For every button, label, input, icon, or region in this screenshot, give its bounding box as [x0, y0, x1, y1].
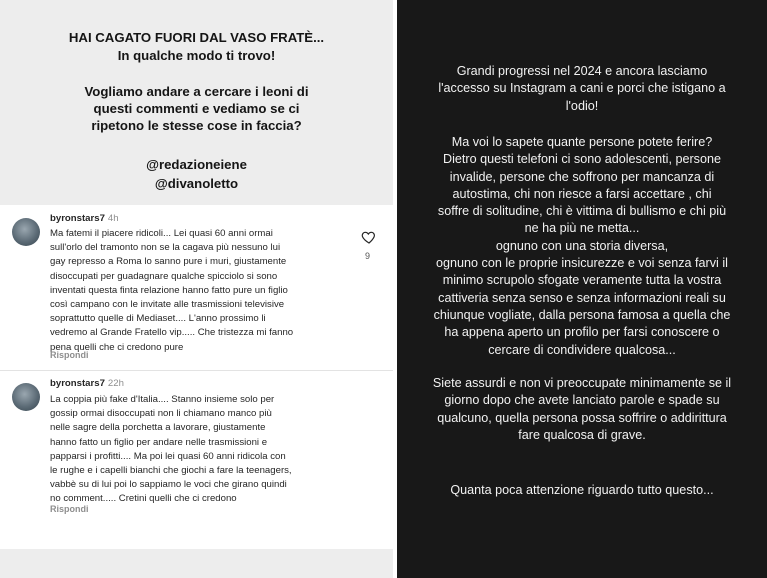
comment-line: nelle sagre della porchetta a lavorare, giustamente: [50, 422, 266, 434]
comment-line: disoccupati per guadagnare qualche spicciolo si sono: [50, 270, 278, 282]
comment-line: così campano con le invitate alle trasmissioni televisive: [50, 299, 285, 311]
avatar[interactable]: [12, 218, 40, 246]
story-paragraph-line: Vogliamo andare a cercare i leoni di: [84, 84, 309, 99]
avatar[interactable]: [12, 383, 40, 411]
story-line: qualcuno, quella persona possa soffrire o addirittura: [437, 410, 727, 425]
comment-line: La coppia più fake d'Italia.... Stanno insieme solo per: [50, 394, 275, 405]
comment-line: inventati questa finta relazione hanno fatto pure un figlio: [50, 284, 288, 296]
comment-header: [50, 213, 119, 224]
story-line: Ma voi lo sapete quante persone potete ferire?: [451, 135, 713, 149]
story-line: Grandi progressi nel 2024 e ancora lasciamo: [456, 64, 708, 78]
comment-line: vabbè su di lui poi lo sappiamo le voci che girano quindi: [50, 479, 287, 491]
like-count: 9: [365, 251, 371, 261]
story-line: minimo scrupolo sfogate veramente tutta la vostra: [442, 273, 722, 288]
story-line: giorno dopo che avete lanciato parole e spade su: [444, 393, 720, 408]
heart-icon[interactable]: [361, 229, 377, 245]
story-headline-text: HAI CAGATO FUORI DAL VASO FRATÈ...: [68, 30, 325, 45]
story-paragraph-line: ripetono le stesse cose in faccia?: [91, 118, 302, 134]
comment-line: no comment..... Cretini quelli che ci credono: [50, 493, 237, 505]
comment-line: vedremo al Grande Fratello vip..... Che tristezza mi fanno: [50, 327, 294, 339]
story-line: Siete assurdi e non vi preoccupate minimamente se il: [432, 376, 732, 390]
story-line: ne ha più ne metta...: [524, 221, 640, 236]
story-line: soffre di solitudine, chi è vittima di bullismo e chi più: [437, 204, 727, 219]
story-paragraph: [397, 482, 767, 499]
story-line: l'accesso su Instagram a cani e porci che istigano a: [438, 81, 726, 96]
comment-line: papparsi i profitti.... Ma poi lei quasi 60 anni ridicola con: [50, 450, 286, 462]
comment-line: hanno fatto un figlio per andare nelle trasmissioni e: [50, 436, 268, 448]
story-subtitle-text: In qualche modo ti trovo!: [117, 48, 276, 63]
story-subtitle: [0, 47, 393, 64]
story-paragraph: [397, 375, 767, 444]
story-line: invalide, persone che soffrono per mancanza di: [449, 169, 715, 184]
comment-line: pena quelli che ci credono pure: [50, 341, 184, 353]
story-line: fare qualcosa di grave.: [518, 427, 646, 442]
comment-username[interactable]: byronstars7: [50, 378, 105, 389]
story-line: ha appena aperto un profilo per farsi conoscere o: [444, 325, 720, 340]
comment-body: [50, 227, 350, 355]
comment-line: gay represso a Roma lo sanno pure i muri, giustamente: [50, 256, 287, 268]
story-paragraph: [0, 83, 393, 135]
story-line: ognuno con le proprie insicurezze e voi senza farvi il: [436, 256, 728, 271]
comment-time: 4h: [107, 213, 119, 224]
story-headline: [0, 29, 393, 46]
comment-line: Ma fatemi il piacere ridicoli... Lei quasi 60 anni ormai: [50, 228, 273, 239]
mention-divanoletto[interactable]: [0, 175, 393, 192]
comment-line: soprattutto quelle di Mediaset.... L'anno prossimo li: [50, 313, 266, 325]
story-line: chiunque vogliate, dalla persona famosa a quella che: [433, 307, 731, 322]
comment-card: [0, 370, 393, 549]
comment-line: gossip ormai disoccupati non li chiamano manco più: [50, 408, 272, 420]
mention-text[interactable]: @divanoletto: [154, 176, 239, 191]
mention-text[interactable]: @redazioneiene: [146, 157, 247, 172]
story-paragraph-line: questi commenti e vediamo se ci: [93, 101, 300, 117]
comment-time: 22h: [107, 378, 124, 389]
comment-line: sull'orlo del tramonto non se la cagava più nessuno lui: [50, 242, 281, 254]
story-line: Dietro questi telefoni ci sono adolescenti, persone: [443, 152, 721, 167]
comment-username[interactable]: byronstars7: [50, 213, 105, 224]
reply-button[interactable]: Rispondi: [50, 350, 89, 360]
mention-redazioneiene[interactable]: [0, 156, 393, 173]
story-line: l'odio!: [565, 98, 599, 113]
story-line: Quanta poca attenzione riguardo tutto questo...: [450, 483, 714, 497]
comment-body: [50, 393, 350, 507]
story-line: ognuno con una storia diversa,: [495, 238, 669, 253]
reply-button[interactable]: Rispondi: [50, 504, 89, 514]
right-story-panel: [397, 0, 767, 578]
story-line: cattiveria senza senso e senza informazioni reali su: [438, 290, 726, 305]
story-line: autostima, chi non riesce a farsi accettare , chi: [452, 186, 712, 201]
story-paragraph: [397, 63, 767, 115]
comment-line: le rughe e i capelli bianchi che giochi a fare la teenagers,: [50, 465, 292, 477]
story-line: cercare di condividere qualcosa...: [488, 342, 676, 357]
comment-card: [0, 205, 393, 370]
story-paragraph: [397, 134, 767, 359]
comment-header: [50, 378, 124, 389]
